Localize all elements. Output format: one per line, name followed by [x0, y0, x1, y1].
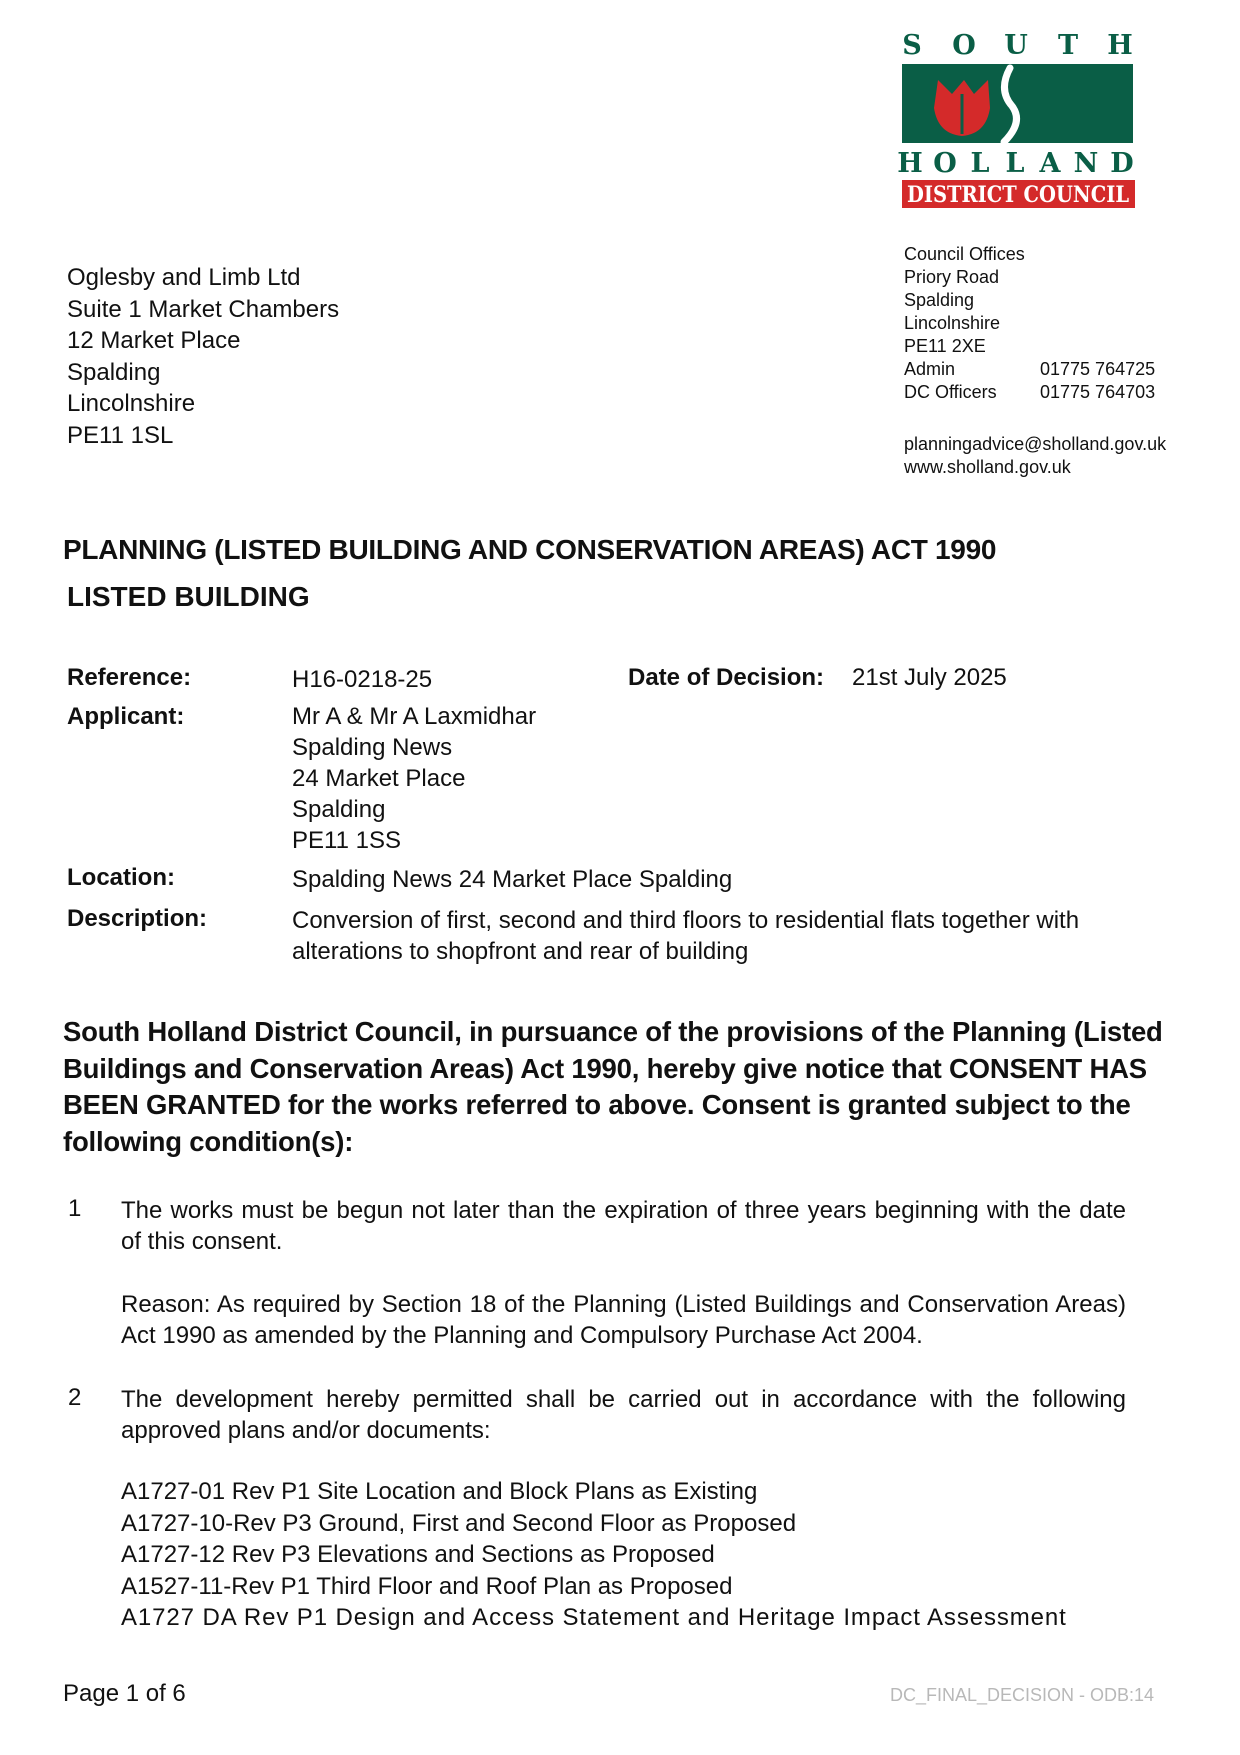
logo-letter: L [970, 148, 990, 179]
phone-row [904, 381, 1166, 404]
description-line: Conversion of first, second and third floors to residential flats together with [292, 907, 1080, 934]
condition-text: The works must be begun not later than the expiration of three years beginning with the date of this consent. [121, 1197, 1126, 1255]
applicant-line: 24 Market Place [292, 765, 466, 792]
logo-letter: H [1107, 30, 1133, 61]
logo-letter: T [1057, 30, 1079, 61]
logo-letter: N [1073, 148, 1099, 179]
approved-plans-list [121, 1476, 1126, 1634]
reference-value: H16-0218-25 [292, 666, 433, 693]
address-line: Oglesby and Limb Ltd [67, 264, 301, 291]
applicant-value [292, 701, 536, 856]
condition-number: 2 [68, 1384, 82, 1411]
contact-line: Spalding [904, 290, 975, 310]
plan-item: A1727-10-Rev P3 Ground, First and Second Floor as Proposed [121, 1509, 797, 1537]
address-line: Spalding [67, 358, 161, 386]
applicant-line: Spalding News [292, 734, 453, 761]
recipient-address [67, 262, 339, 451]
location-label: Location: [67, 864, 175, 891]
logo-top-word [902, 30, 1133, 61]
act-heading: PLANNING (LISTED BUILDING AND CONSERVATION AREAS) ACT 1990 [63, 534, 997, 565]
document-code: DC_FINAL_DECISION - ODB:14 [890, 1685, 1155, 1705]
council-contact [904, 243, 1166, 479]
contact-line: PE11 2XE [904, 336, 986, 356]
description-label: Description: [67, 905, 208, 932]
applicant-label: Applicant: [67, 703, 185, 730]
date-of-decision-label: Date of Decision: [628, 664, 825, 691]
logo-letter: O [952, 30, 976, 61]
consent-notice: South Holland District Council, in pursuance of the provisions of the Planning (Listed Buildings and Conservation Areas) Act 1990, hereby give notice that CONSENT HAS BEEN GRANTED for the works referred to above. Consent is granted subject to the following condition(s): [63, 1016, 1163, 1157]
document-type-heading: LISTED BUILDING [67, 581, 310, 612]
contact-line: Council Offices [904, 244, 1025, 264]
page-number: Page 1 of 6 [63, 1680, 186, 1707]
logo-letter: D [1110, 148, 1134, 179]
council-logo [897, 28, 1140, 210]
description-line: alterations to shopfront and rear of building [292, 938, 749, 965]
logo-letter: O [933, 148, 957, 179]
contact-website[interactable]: www.sholland.gov.uk [904, 457, 1071, 477]
plan-item: A1527-11-Rev P1 Third Floor and Roof Plan as Proposed [121, 1572, 733, 1600]
contact-line: Priory Road [904, 267, 1000, 287]
phone-label: Admin [904, 359, 956, 379]
condition-reason: Reason: As required by Section 18 of the Planning (Listed Buildings and Conservation Areas) Act 1990 as amended by the Planning and Compulsory Purchase Act 2004. [121, 1291, 1126, 1349]
address-line: Lincolnshire [67, 390, 196, 417]
reference-label: Reference: [67, 664, 192, 691]
phone-number: 01775 764725 [1040, 359, 1156, 379]
logo-letter: H [897, 148, 923, 179]
address-line: Suite 1 Market Chambers [67, 295, 340, 323]
logo-letter: A [1039, 148, 1061, 179]
logo-middle-word [897, 148, 1133, 179]
plan-item: A1727 DA Rev P1 Design and Access Statement and Heritage Impact Assessment [121, 1604, 1067, 1631]
condition-text: The development hereby permitted shall be carried out in accordance with the following approved plans and/or documents: [121, 1386, 1126, 1444]
phone-label: DC Officers [904, 382, 997, 402]
address-line: 12 Market Place [67, 327, 241, 354]
applicant-line: Mr A & Mr A Laxmidhar [292, 703, 537, 730]
location-value: Spalding News 24 Market Place Spalding [292, 866, 733, 893]
condition-number: 1 [68, 1195, 82, 1222]
contact-email[interactable]: planningadvice@sholland.gov.uk [904, 434, 1167, 454]
date-of-decision-value: 21st July 2025 [852, 664, 1007, 691]
contact-line: Lincolnshire [904, 313, 1001, 333]
phone-number: 01775 764703 [1040, 382, 1156, 402]
description-value [292, 905, 1079, 967]
address-line: PE11 1SL [67, 421, 174, 449]
logo-letter: U [1004, 30, 1028, 61]
plan-item: A1727-12 Rev P3 Elevations and Sections as Proposed [121, 1541, 715, 1568]
logo-letter: S [902, 30, 922, 61]
logo-council-text: DISTRICT COUNCIL [907, 182, 1129, 208]
phone-row [904, 358, 1166, 381]
plan-item: A1727-01 Rev P1 Site Location and Block Plans as Existing [121, 1478, 758, 1505]
applicant-line: Spalding [292, 796, 386, 823]
logo-letter: L [1005, 148, 1025, 179]
applicant-line: PE11 1SS [292, 827, 401, 854]
